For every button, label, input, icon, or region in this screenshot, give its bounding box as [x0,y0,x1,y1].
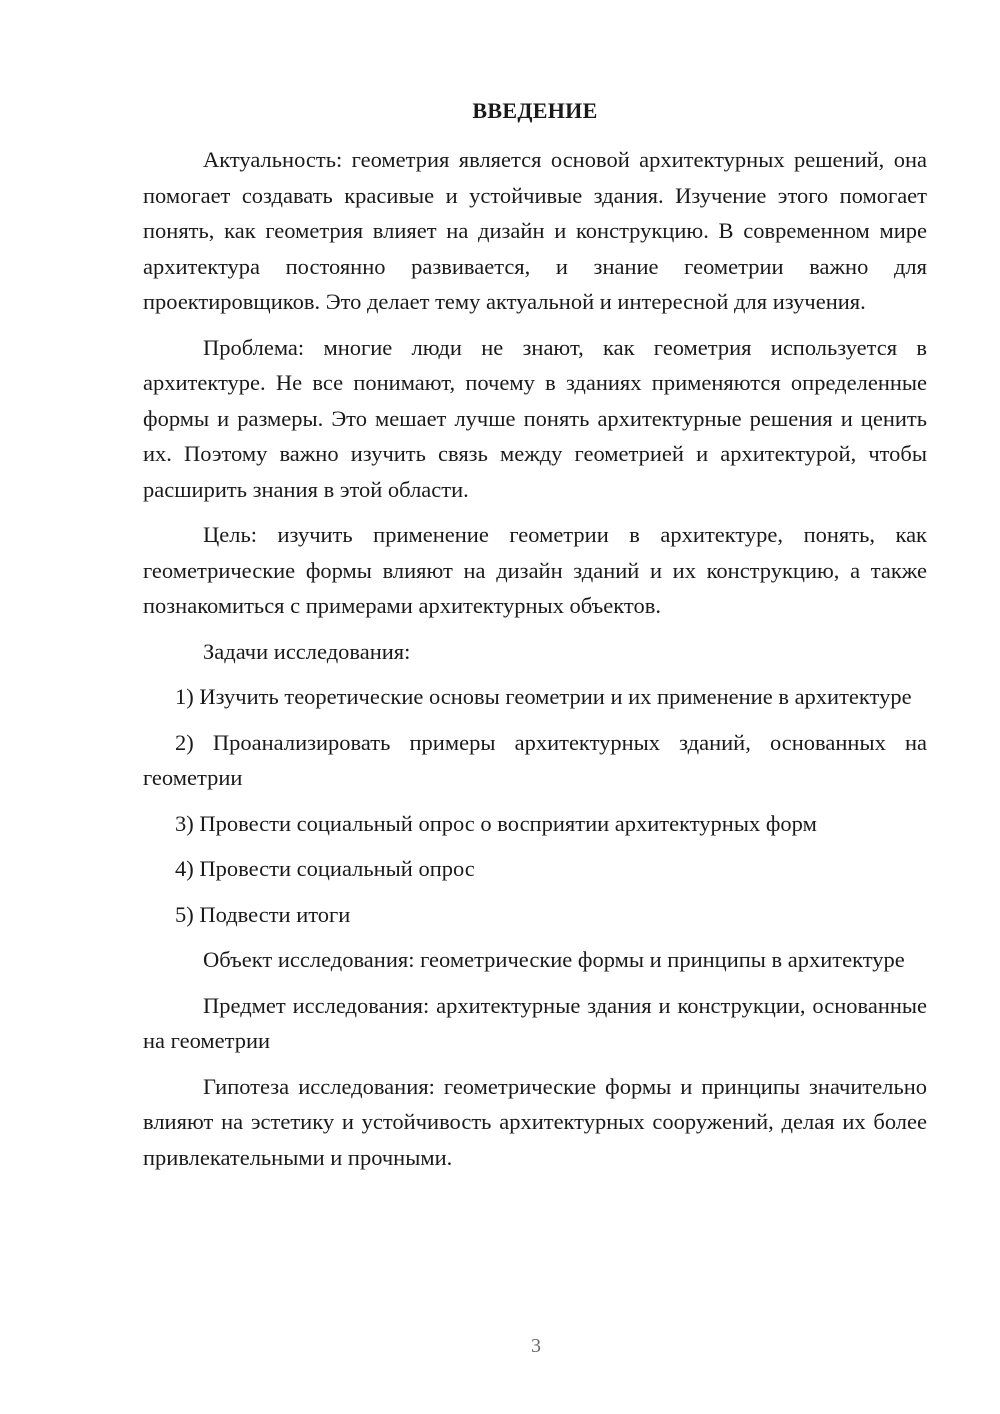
document-body [143,142,927,1185]
task-item-2: 2) Проанализировать примеры архитектурных зданий, основанных на геометрии [143,729,927,790]
section-heading: ВВЕДЕНИЕ [472,98,598,123]
problem-paragraph: Проблема: многие люди не знают, как геометрия используется в архитектуре. Не все понимают, почему в зданиях применяются определенные формы и размеры. Это мешает лучше понять архитектурные решения и ценить их. Поэтому важно изучить связь между геометрией и архитектурой, чтобы расширить знания в этой области. [143,334,927,502]
subject-paragraph: Предмет исследования: архитектурные здания и конструкции, основанные на геометрии [143,992,927,1053]
page-number: 3 [531,1335,541,1357]
object-paragraph: Объект исследования: геометрические формы и принципы в архитектуре [203,947,905,972]
task-item-1: 1) Изучить теоретические основы геометрии и их применение в архитектуре [175,684,912,709]
relevance-paragraph: Актуальность: геометрия является основой архитектурных решений, она помогает создавать красивые и устойчивые здания. Изучение этого помогает понять, как геометрия влияет на дизайн и конструкцию. В современном мире архитектура постоянно развивается, и знание геометрии важно для проектировщиков. Это делает тему актуальной и интересной для изучения. [143,147,927,314]
task-item-5: 5) Подвести итоги [175,901,351,927]
hypothesis-paragraph: Гипотеза исследования: геометрические формы и принципы значительно влияют на эстетику и устойчивость архитектурных сооружений, делая их более привлекательными и прочными. [143,1073,927,1170]
tasks-heading: Задачи исследования: [203,638,411,664]
goal-paragraph: Цель: изучить применение геометрии в архитектуре, понять, как геометрические формы влияют на дизайн зданий и их конструкцию, а также познакомиться с примерами архитектурных объектов. [143,522,927,618]
task-item-3: 3) Провести социальный опрос о восприятии архитектурных форм [175,810,817,836]
task-item-4: 4) Провести социальный опрос [175,856,475,881]
